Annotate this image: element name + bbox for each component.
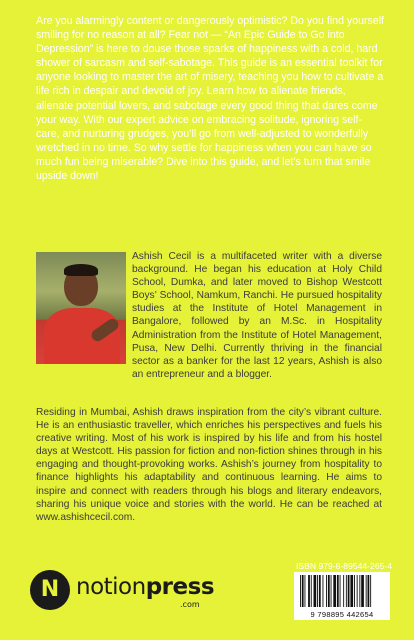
author-bio-text-1: Ashish Cecil is a multifaceted writer with a diverse background. He began his education at Holy Child School, Dumka, and later moved to Bishop Westcott Boys’ School, Namkum, Ranchi. He pursued hospitality studies at the Institute of Hotel Management in Bangalore, followed by an M.Sc. in Hospitality Administration from the Institute of Hotel Management, Pusa, New Delhi. Currently thriving in the financial sector as a banker for the last 12 years, Ashish is also an entrepreneur and a blogger. bbox=[132, 251, 382, 380]
barcode-number: 9 798895 442654 bbox=[310, 610, 374, 619]
publisher-name: notionpress bbox=[76, 574, 215, 600]
back-cover-blurb: Are you alarmingly content or dangerously optimistic? Do you find yourself smiling for no reason at all? Fear not — “An Epic Guide to Go into Depression” is here to douse those sparks of happiness with a cold, hard shower of sarcasm and self-sabotage. This guide is an essential toolkit for anyone looking to master the art of misery, teaching you how to cultivate a life rich in despair and devoid of joy. Learn how to alienate friends, alienate potential lovers, and sabotage every good thing that dares come your way. With our expert advice on embracing solitude, ignoring self-care, and nurturing grudges, you’ll go from well-adjusted to wonderfully wretched in no time. So why settle for happiness when you can have so much fun being miserable? Dive into this guide, and let’s turn that smile upside down! bbox=[36, 15, 385, 183]
isbn-label: ISBN 979-8-89544-265-4 bbox=[296, 561, 393, 571]
publisher-domain: .com bbox=[180, 600, 200, 609]
publisher-logo-icon: N bbox=[30, 570, 70, 610]
barcode-bars bbox=[294, 572, 390, 610]
publisher-logo bbox=[30, 570, 230, 610]
author-bio-paragraph-2: Residing in Mumbai, Ashish draws inspiration from the city’s vibrant culture. He is an enthusiastic traveller, which enriches his perspectives and fuels his creative writing. Most of his work is inspired by his life and from his hostel days at Westcott. His passion for fiction and non-fiction shines through in his engaging and thought-provoking works. Ashish’s journey from hospitality to finance highlights his adaptability and continuous learning. He aims to inspire and connect with readers through his blogs and literary endeavors, sharing his unique voice and stories with the world. He can be reached at www.ashishcecil.com. bbox=[36, 407, 382, 523]
barcode bbox=[294, 572, 390, 620]
author-bio-paragraph-1 bbox=[36, 250, 382, 381]
